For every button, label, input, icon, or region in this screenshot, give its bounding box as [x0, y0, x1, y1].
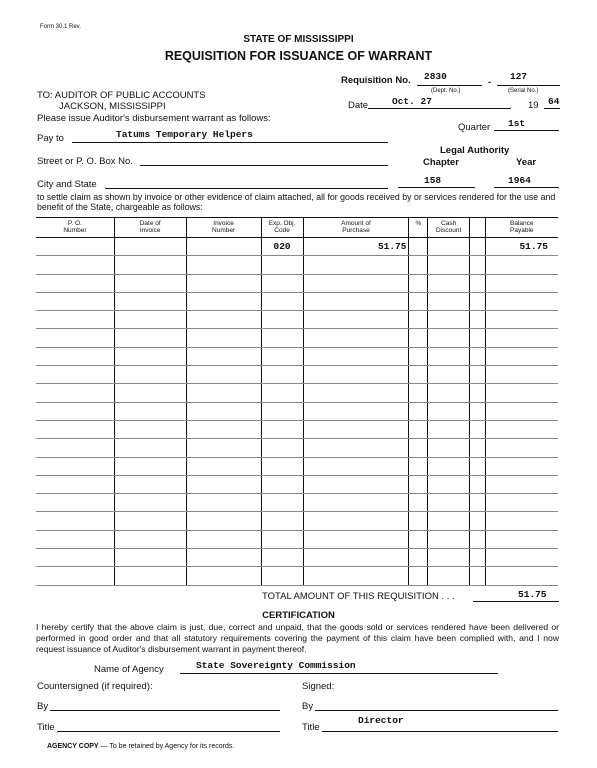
- table-cell: [186, 549, 261, 567]
- table-cell: [186, 457, 261, 475]
- by-label-left: By: [37, 701, 49, 712]
- date-label: Date: [348, 100, 369, 111]
- table-cell: [409, 347, 428, 365]
- table-cell: [36, 420, 114, 438]
- table-cell: [186, 420, 261, 438]
- table-cell: [409, 549, 428, 567]
- cell-cash-discount: [428, 238, 470, 256]
- year-value: 1964: [508, 175, 531, 186]
- table-cell: [409, 274, 428, 292]
- table-cell: [485, 402, 558, 420]
- table-cell: [36, 311, 114, 329]
- table-cell: [428, 475, 470, 493]
- table-cell: [485, 347, 558, 365]
- table-cell: [303, 402, 409, 420]
- quarter-line: [494, 130, 559, 131]
- table-cell: [114, 292, 186, 310]
- table-cell: [186, 439, 261, 457]
- table-cell: [409, 329, 428, 347]
- table-cell: [485, 494, 558, 512]
- table-cell: [36, 384, 114, 402]
- table-cell: [186, 494, 261, 512]
- table-cell: [186, 402, 261, 420]
- table-cell: [470, 274, 485, 292]
- table-cell: [261, 347, 303, 365]
- table-cell: [470, 256, 485, 274]
- table-cell: [261, 366, 303, 384]
- table-cell: [485, 420, 558, 438]
- table-cell: [261, 329, 303, 347]
- table-cell: [303, 530, 409, 548]
- table-row: [36, 494, 558, 512]
- table-row: [36, 439, 558, 457]
- table-cell: [470, 366, 485, 384]
- total-label: TOTAL AMOUNT OF THIS REQUISITION . . .: [262, 591, 455, 602]
- table-row: [36, 329, 558, 347]
- table-cell: [409, 567, 428, 585]
- table-cell: [428, 366, 470, 384]
- table-cell: [428, 567, 470, 585]
- table-cell: [485, 274, 558, 292]
- agency-label: Name of Agency: [94, 664, 164, 675]
- table-cell: [303, 256, 409, 274]
- table-cell: [485, 457, 558, 475]
- chapter-value: 158: [424, 175, 442, 186]
- table-cell: [261, 311, 303, 329]
- year-label: Year: [516, 157, 537, 168]
- table-cell: [303, 457, 409, 475]
- cell-exp-obj-code: 020: [261, 238, 303, 256]
- settle-claim-text: to settle claim as shown by invoice or other evidence of claim attached, all for goods received by or services rendered for the use and benefit of the State, chargeable as follows:: [37, 192, 556, 212]
- table-cell: [303, 311, 409, 329]
- table-cell: [186, 384, 261, 402]
- table-cell: [36, 274, 114, 292]
- table-cell: [428, 530, 470, 548]
- col-header-blank: [470, 218, 485, 238]
- to-line-2: JACKSON, MISSISSIPPI: [59, 101, 166, 112]
- table-cell: [485, 512, 558, 530]
- table-cell: [409, 256, 428, 274]
- table-cell: [409, 494, 428, 512]
- table-cell: [409, 530, 428, 548]
- table-cell: [261, 567, 303, 585]
- table-cell: [36, 347, 114, 365]
- quarter-value: 1st: [508, 118, 526, 129]
- table-cell: [485, 567, 558, 585]
- title-label-right: Title: [302, 722, 320, 733]
- table-cell: [261, 530, 303, 548]
- cell-balance-payable: 51.75: [485, 238, 558, 256]
- cell-po-number: [36, 238, 114, 256]
- table-cell: [114, 347, 186, 365]
- table-row: [36, 402, 558, 420]
- table-cell: [261, 549, 303, 567]
- certification-heading: CERTIFICATION: [262, 610, 335, 621]
- table-cell: [261, 292, 303, 310]
- table-cell: [303, 366, 409, 384]
- table-cell: [409, 457, 428, 475]
- date-line: [368, 108, 511, 109]
- table-cell: [36, 494, 114, 512]
- agency-copy-text: — To be retained by Agency for its records.: [100, 743, 235, 750]
- table-cell: [485, 256, 558, 274]
- table-cell: [261, 512, 303, 530]
- table-cell: [470, 292, 485, 310]
- agency-copy-note: [47, 743, 234, 750]
- table-cell: [36, 512, 114, 530]
- col-header-date-of-invoice: [114, 218, 186, 238]
- table-cell: [303, 420, 409, 438]
- table-row: [36, 384, 558, 402]
- table-cell: [470, 457, 485, 475]
- page-title: REQUISITION FOR ISSUANCE OF WARRANT: [164, 49, 433, 63]
- table-cell: [114, 494, 186, 512]
- table-cell: [470, 347, 485, 365]
- table-cell: [36, 530, 114, 548]
- date-year-suffix: 64: [548, 96, 560, 107]
- table-cell: [261, 439, 303, 457]
- table-cell: [36, 439, 114, 457]
- table-cell: [485, 530, 558, 548]
- table-cell: [186, 311, 261, 329]
- certification-text: I hereby certify that the above claim is just, due, correct and unpaid, that the goods sold or services rendered have been delivered or performed in good order and that all statutory requirements covering the payment of this claim have been complied with, and I now request issuance of Auditor's disbursement warrant in payment thereof.: [36, 622, 559, 654]
- table-cell: [36, 549, 114, 567]
- claim-table: [36, 217, 558, 586]
- table-cell: [409, 512, 428, 530]
- table-cell: [428, 292, 470, 310]
- table-cell: [409, 402, 428, 420]
- table-cell: [485, 439, 558, 457]
- quarter-label: Quarter: [458, 122, 491, 133]
- table-cell: [428, 311, 470, 329]
- col-header-balance-payable: [485, 218, 558, 238]
- col-header-text: Cash Discount: [436, 220, 462, 234]
- table-cell: [485, 549, 558, 567]
- table-cell: [36, 256, 114, 274]
- table-cell: [409, 475, 428, 493]
- table-cell: [114, 420, 186, 438]
- table-cell: [428, 549, 470, 567]
- table-cell: [186, 292, 261, 310]
- table-cell: [36, 366, 114, 384]
- table-cell: [303, 567, 409, 585]
- total-value: 51.75: [518, 589, 547, 600]
- requisition-label: Requisition No.: [341, 75, 411, 86]
- table-cell: [186, 512, 261, 530]
- table-row: [36, 567, 558, 585]
- table-cell: [114, 311, 186, 329]
- table-row: [36, 475, 558, 493]
- col-header-text: Date of Invoice: [139, 220, 161, 234]
- date-value: Oct. 27: [392, 96, 432, 107]
- table-row: [36, 366, 558, 384]
- table-cell: [470, 530, 485, 548]
- table-cell: [261, 402, 303, 420]
- table-cell: [261, 274, 303, 292]
- table-cell: [428, 384, 470, 402]
- table-header-row: [36, 218, 558, 238]
- table-cell: [409, 292, 428, 310]
- date-year-prefix: 19: [528, 100, 539, 111]
- by-label-right: By: [302, 701, 314, 712]
- table-cell: [114, 384, 186, 402]
- requisition-serial-no: 127: [510, 71, 528, 82]
- table-cell: [36, 567, 114, 585]
- please-issue-text: Please issue Auditor's disbursement warrant as follows:: [37, 113, 271, 124]
- table-cell: [186, 256, 261, 274]
- table-row: [36, 530, 558, 548]
- table-cell: [470, 439, 485, 457]
- pay-to-line: [72, 142, 388, 143]
- total-line: [473, 601, 559, 602]
- title-line-left: [57, 731, 280, 732]
- table-cell: [303, 494, 409, 512]
- table-cell: [428, 347, 470, 365]
- table-cell: [261, 494, 303, 512]
- table-cell: [114, 274, 186, 292]
- dept-no-line: [417, 85, 482, 86]
- col-header-invoice-number: [186, 218, 261, 238]
- col-header-text: Balance Payable: [510, 220, 534, 234]
- table-cell: [186, 347, 261, 365]
- city-label: City and State: [37, 179, 97, 190]
- table-cell: [303, 329, 409, 347]
- table-cell: [114, 457, 186, 475]
- col-header-text: %: [415, 220, 422, 227]
- table-cell: [261, 420, 303, 438]
- title-line-right: [322, 731, 558, 732]
- legal-authority-heading: Legal Authority: [440, 145, 510, 156]
- table-cell: [261, 457, 303, 475]
- by-line-left: [50, 710, 280, 711]
- table-cell: [409, 439, 428, 457]
- table-cell: [428, 494, 470, 512]
- table-cell: [409, 366, 428, 384]
- table-cell: [428, 256, 470, 274]
- requisition-dept-no: 2830: [424, 71, 447, 82]
- table-cell: [470, 475, 485, 493]
- table-cell: [186, 329, 261, 347]
- table-cell: [36, 292, 114, 310]
- table-cell: [114, 475, 186, 493]
- table-cell: [261, 384, 303, 402]
- signer-title-value: Director: [358, 715, 404, 726]
- table-cell: [428, 457, 470, 475]
- table-cell: [36, 329, 114, 347]
- signed-label: Signed:: [302, 681, 335, 692]
- table-cell: [186, 274, 261, 292]
- col-header-amount-of-purchase: [303, 218, 409, 238]
- table-cell: [114, 530, 186, 548]
- table-row: [36, 238, 558, 256]
- table-cell: [114, 439, 186, 457]
- table-cell: [470, 512, 485, 530]
- dept-no-caption: (Dept. No.): [431, 88, 461, 94]
- table-cell: [470, 420, 485, 438]
- col-header-cash-discount: [428, 218, 470, 238]
- table-cell: [470, 567, 485, 585]
- cell-date-of-invoice: [114, 238, 186, 256]
- city-line: [105, 188, 388, 189]
- table-cell: [470, 384, 485, 402]
- year-line: [494, 187, 559, 188]
- table-cell: [470, 549, 485, 567]
- table-cell: [261, 256, 303, 274]
- form-number: Form 30.1 Rev.: [40, 24, 81, 30]
- street-label: Street or P. O. Box No.: [37, 156, 133, 167]
- table-cell: [485, 366, 558, 384]
- cell-amount-of-purchase: 51.75: [303, 238, 409, 256]
- table-row: [36, 311, 558, 329]
- col-header-text: Exp. Obj. Code: [268, 220, 296, 234]
- table-cell: [428, 274, 470, 292]
- table-row: [36, 292, 558, 310]
- pay-to-label: Pay to: [37, 133, 64, 144]
- table-cell: [186, 530, 261, 548]
- table-cell: [409, 420, 428, 438]
- col-header-percent: [409, 218, 428, 238]
- table-cell: [114, 329, 186, 347]
- date-year-line: [544, 108, 560, 109]
- table-cell: [303, 384, 409, 402]
- table-cell: [428, 512, 470, 530]
- table-cell: [36, 457, 114, 475]
- col-header-po-number: [36, 218, 114, 238]
- table-cell: [114, 549, 186, 567]
- table-cell: [303, 292, 409, 310]
- cell-blank: [470, 238, 485, 256]
- table-cell: [428, 329, 470, 347]
- chapter-label: Chapter: [423, 157, 459, 168]
- table-row: [36, 420, 558, 438]
- table-cell: [303, 512, 409, 530]
- title-label-left: Title: [37, 722, 55, 733]
- serial-no-line: [497, 85, 560, 86]
- countersigned-label: Countersigned (if required):: [37, 681, 153, 692]
- col-header-text: P. O. Number: [63, 220, 87, 234]
- by-line-right: [315, 710, 558, 711]
- table-cell: [409, 384, 428, 402]
- table-cell: [428, 420, 470, 438]
- street-line: [140, 165, 388, 166]
- col-header-text: Invoice Number: [212, 220, 236, 234]
- table-cell: [485, 384, 558, 402]
- table-cell: [470, 311, 485, 329]
- table-cell: [303, 475, 409, 493]
- table-cell: [470, 402, 485, 420]
- serial-no-caption: (Serial No.): [508, 88, 539, 94]
- table-cell: [36, 475, 114, 493]
- col-header-text: Amount of Purchase: [341, 220, 371, 234]
- table-row: [36, 274, 558, 292]
- table-cell: [409, 311, 428, 329]
- table-cell: [470, 329, 485, 347]
- table-cell: [114, 402, 186, 420]
- table-cell: [186, 366, 261, 384]
- chapter-line: [398, 187, 475, 188]
- table-cell: [114, 366, 186, 384]
- table-cell: [485, 311, 558, 329]
- table-cell: [485, 475, 558, 493]
- table-cell: [114, 512, 186, 530]
- table-cell: [303, 347, 409, 365]
- table-cell: [303, 274, 409, 292]
- table-cell: [485, 292, 558, 310]
- table-cell: [114, 256, 186, 274]
- agency-value: State Sovereignty Commission: [196, 660, 356, 671]
- agency-copy-bold: AGENCY COPY: [47, 743, 99, 750]
- table-cell: [428, 439, 470, 457]
- table-row: [36, 347, 558, 365]
- table-row: [36, 512, 558, 530]
- table-cell: [428, 402, 470, 420]
- table-row: [36, 549, 558, 567]
- state-heading: STATE OF MISSISSIPPI: [243, 34, 354, 45]
- table-cell: [303, 439, 409, 457]
- table-cell: [186, 567, 261, 585]
- table-cell: [485, 329, 558, 347]
- table-cell: [114, 567, 186, 585]
- table-row: [36, 457, 558, 475]
- col-header-exp-obj-code: [261, 218, 303, 238]
- cell-invoice-number: [186, 238, 261, 256]
- table-cell: [261, 475, 303, 493]
- table-cell: [36, 402, 114, 420]
- table-cell: [470, 494, 485, 512]
- requisition-dash: -: [488, 77, 492, 88]
- table-cell: [186, 475, 261, 493]
- cell-percent: [409, 238, 428, 256]
- agency-line: [180, 673, 498, 674]
- table-cell: [303, 549, 409, 567]
- to-line-1: TO: AUDITOR OF PUBLIC ACCOUNTS: [37, 90, 206, 101]
- table-row: [36, 256, 558, 274]
- pay-to-value: Tatums Temporary Helpers: [116, 129, 253, 140]
